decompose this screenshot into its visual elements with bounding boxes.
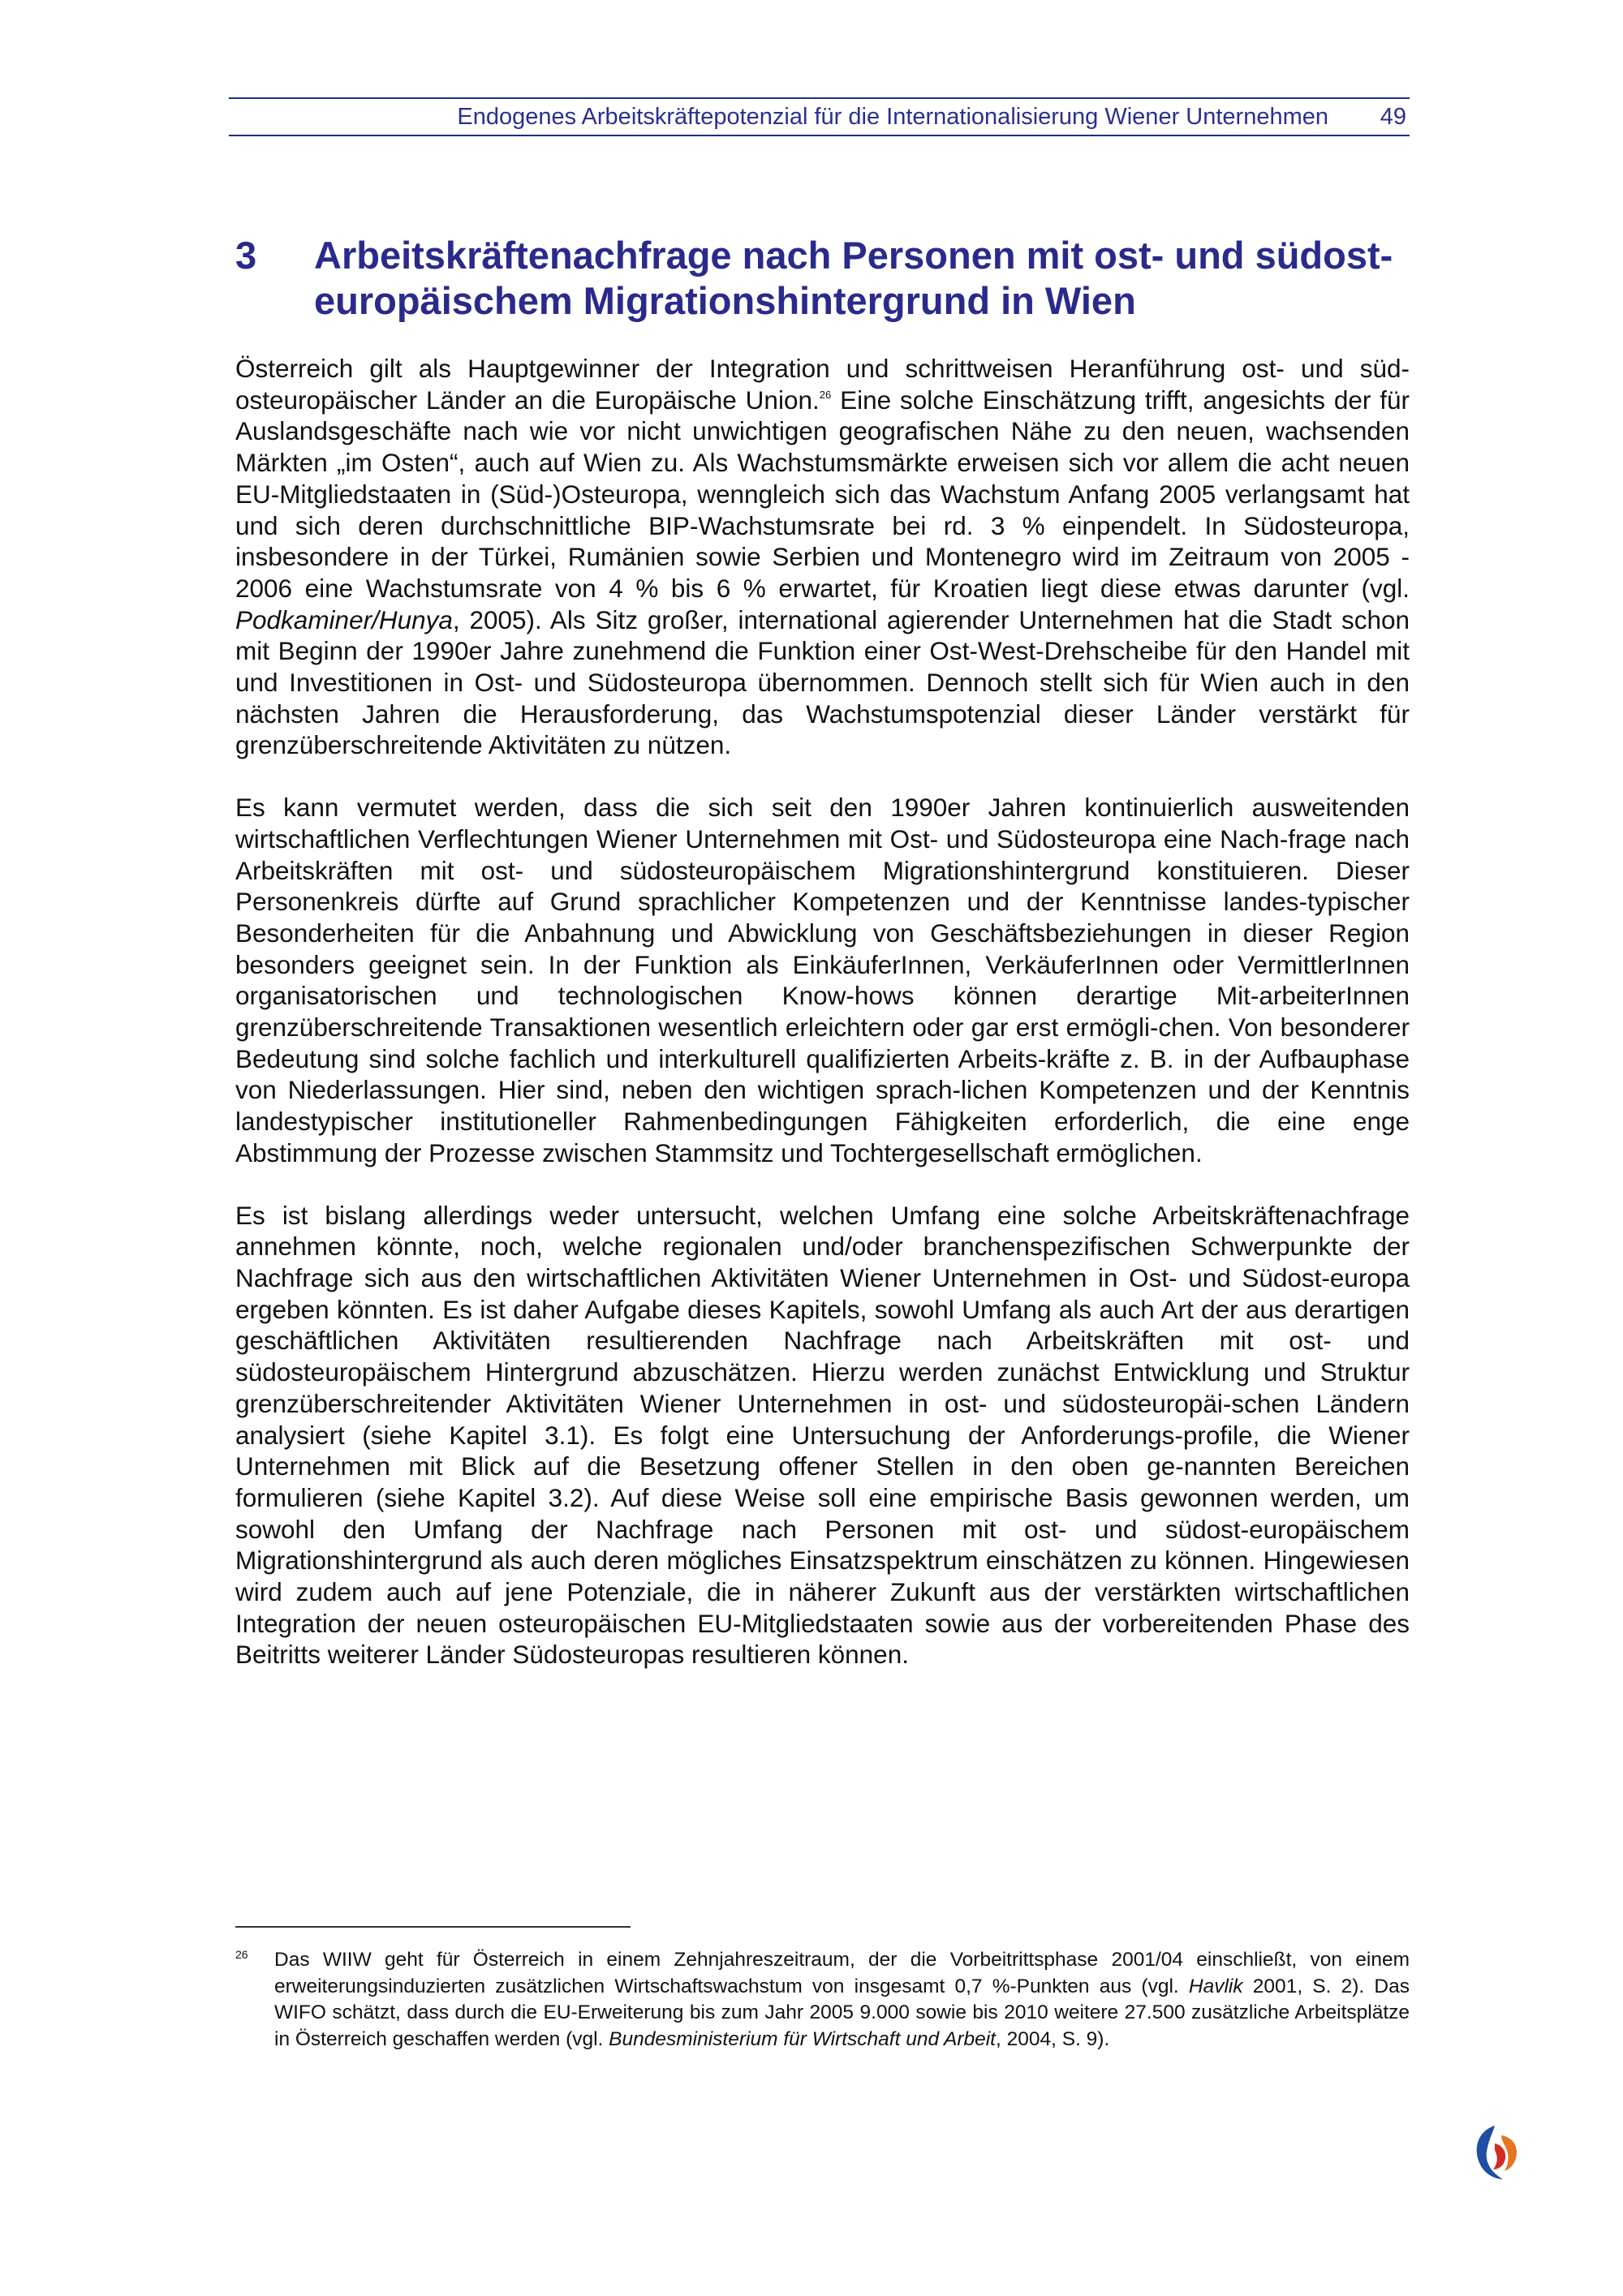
publisher-logo-icon [1467, 2119, 1532, 2184]
running-header-title: Endogenes Arbeitskräftepotenzial für die Internationalisierung Wiener Unternehmen [457, 104, 1328, 130]
paragraph-1 [235, 353, 1410, 761]
footnote-citation-1: Havlik [1188, 1975, 1243, 1997]
paragraph-1-text-a: Österreich gilt als Hauptgewinner der Integration und schrittweisen Heranführung ost- und süd-osteuropäischer Länder an die Europäische Union. [235, 354, 1410, 415]
footnote-text-c: , 2004, S. 9). [995, 2027, 1110, 2050]
paragraph-1-text-b: Eine solche Einschätzung trifft, angesichts der für Auslandsgeschäfte nach wie vor nicht unwichtigen geografischen Nähe zu den neuen, wachsenden Märkten „im Osten“, auch auf Wien zu. Als Wachstumsmärkte erweisen sich vor allem die acht neuen EU-Mitgliedstaaten in (Süd-)Osteuropa, wenngleich sich das Wachstum Anfang 2005 verlangsamt hat und sich deren durchschnittliche BIP-Wachstumsrate bei rd. 3 % einpendelt. In Südosteuropa, insbesondere in der Türkei, Rumänien sowie Serbien und Montenegro wird im Zeitraum von 2005 - 2006 eine Wachstumsrate von 4 % bis 6 % erwartet, für Kroatien liegt diese etwas darunter (vgl. [235, 385, 1410, 603]
page-number: 49 [1380, 104, 1406, 130]
body-text [235, 353, 1410, 1701]
running-header [229, 97, 1410, 136]
footnote-reference[interactable]: 26 [819, 388, 832, 401]
footnote-text [274, 1947, 1410, 2053]
footnote-citation-2: Bundesministerium für Wirtschaft und Arbeit [609, 2027, 996, 2050]
footnote [235, 1947, 1410, 2053]
chapter-number: 3 [235, 234, 257, 277]
footnote-text-a: Das WIIW geht für Österreich in einem Zehnjahreszeitraum, der die Vorbeitrittsphase 2001/04 einschließt, von einem erweiterungsinduzierten zusätzlichen Wirtschaftswachstum von insgesamt 0,7 %-Punkten aus (vgl. [274, 1949, 1410, 1997]
paragraph-2: Es kann vermutet werden, dass die sich seit den 1990er Jahren kontinuierlich ausweitenden wirtschaftlichen Verflechtungen Wiener Unternehmen mit Ost- und Südosteuropa eine Nach-frage nach Arbeitskräften mit ost- und südosteuropäischem Migrationshintergrund konstituieren. Dieser Personenkreis dürfte auf Grund sprachlicher Kompetenzen und der Kenntnisse landes-typischer Besonderheiten für die Anbahnung und Abwicklung von Geschäftsbeziehungen in dieser Region besonders geeignet sein. In der Funktion als EinkäuferInnen, VerkäuferInnen oder VermittlerInnen organisatorischen und technologischen Know-hows können derartige Mit-arbeiterInnen grenzüberschreitende Transaktionen wesentlich erleichtern oder gar erst ermögli-chen. Von besonderer Bedeutung sind solche fachlich und interkulturell qualifizierten Arbeits-kräfte z. B. in der Aufbauphase von Niederlassungen. Hier sind, neben den wichtigen sprach-lichen Kompetenzen und der Kenntnis landestypischer institutioneller Rahmenbedingungen Fähigkeiten erforderlich, die eine enge Abstimmung der Prozesse zwischen Stammsitz und Tochtergesellschaft ermöglichen. [235, 793, 1410, 1167]
footnote-divider [235, 1926, 631, 1928]
paragraph-1-text-c: , 2005). Als Sitz großer, international agierender Unternehmen hat die Stadt schon mit Beginn der 1990er Jahre zunehmend die Funktion einer Ost-West-Drehscheibe für den Handel mit und Investitionen in Ost- und Südosteuropa übernommen. Dennoch stellt sich für Wien auch in den nächsten Jahren die Herausforderung, das Wachstumspotenzial dieser Länder verstärkt für grenzüberschreitende Aktivitäten zu nützen. [235, 604, 1410, 760]
chapter-title: Arbeitskräftenachfrage nach Personen mit ost- und südost-europäischem Migrationshintergrund in Wien [314, 234, 1393, 322]
footnote-number: 26 [235, 1948, 248, 1961]
paragraph-3: Es ist bislang allerdings weder untersucht, welchen Umfang eine solche Arbeitskräftenachfrage annehmen könnte, noch, welche regionalen und/oder branchenspezifischen Schwerpunkte der Nachfrage sich aus den wirtschaftlichen Aktivitäten Wiener Unternehmen in Ost- und Südost-europa ergeben könnten. Es ist daher Aufgabe dieses Kapitels, sowohl Umfang als auch Art der aus derartigen geschäftlichen Aktivitäten resultierenden Nachfrage nach Arbeitskräften mit ost- und südosteuropäischem Hintergrund abzuschätzen. Hierzu werden zunächst Entwicklung und Struktur grenzüberschreitender Aktivitäten Wiener Unternehmen in ost- und südosteuropäi-schen Ländern analysiert (siehe Kapitel 3.1). Es folgt eine Untersuchung der Anforderungs-profile, die Wiener Unternehmen mit Blick auf die Besetzung offener Stellen in den oben ge-nannten Bereichen formulieren (siehe Kapitel 3.2). Auf diese Weise soll eine empirische Basis gewonnen werden, um sowohl den Umfang der Nachfrage nach Personen mit ost- und südost-europäischem Migrationshintergrund als auch deren mögliches Einsatzspektrum einschätzen zu können. Hingewiesen wird zudem auch auf jene Potenziale, die in näherer Zukunft aus der verstärkten wirtschaftlichen Integration der neuen osteuropäischen EU-Mitgliedstaaten sowie aus der vorbereitenden Phase des Beitritts weiterer Länder Südosteuropas resultieren können. [235, 1200, 1410, 1670]
citation: Podkaminer/Hunya [235, 604, 453, 634]
logo-red-arc [1493, 2143, 1505, 2169]
footnote-text-b: 2001, S. 2). Das WIFO schätzt, dass durch die EU-Erweiterung bis zum Jahr 2005 9.000 sowie bis 2010 weitere 27.500 zusätzliche Arbeitsplätze in Österreich geschaffen werden (vgl. [274, 1975, 1410, 2050]
